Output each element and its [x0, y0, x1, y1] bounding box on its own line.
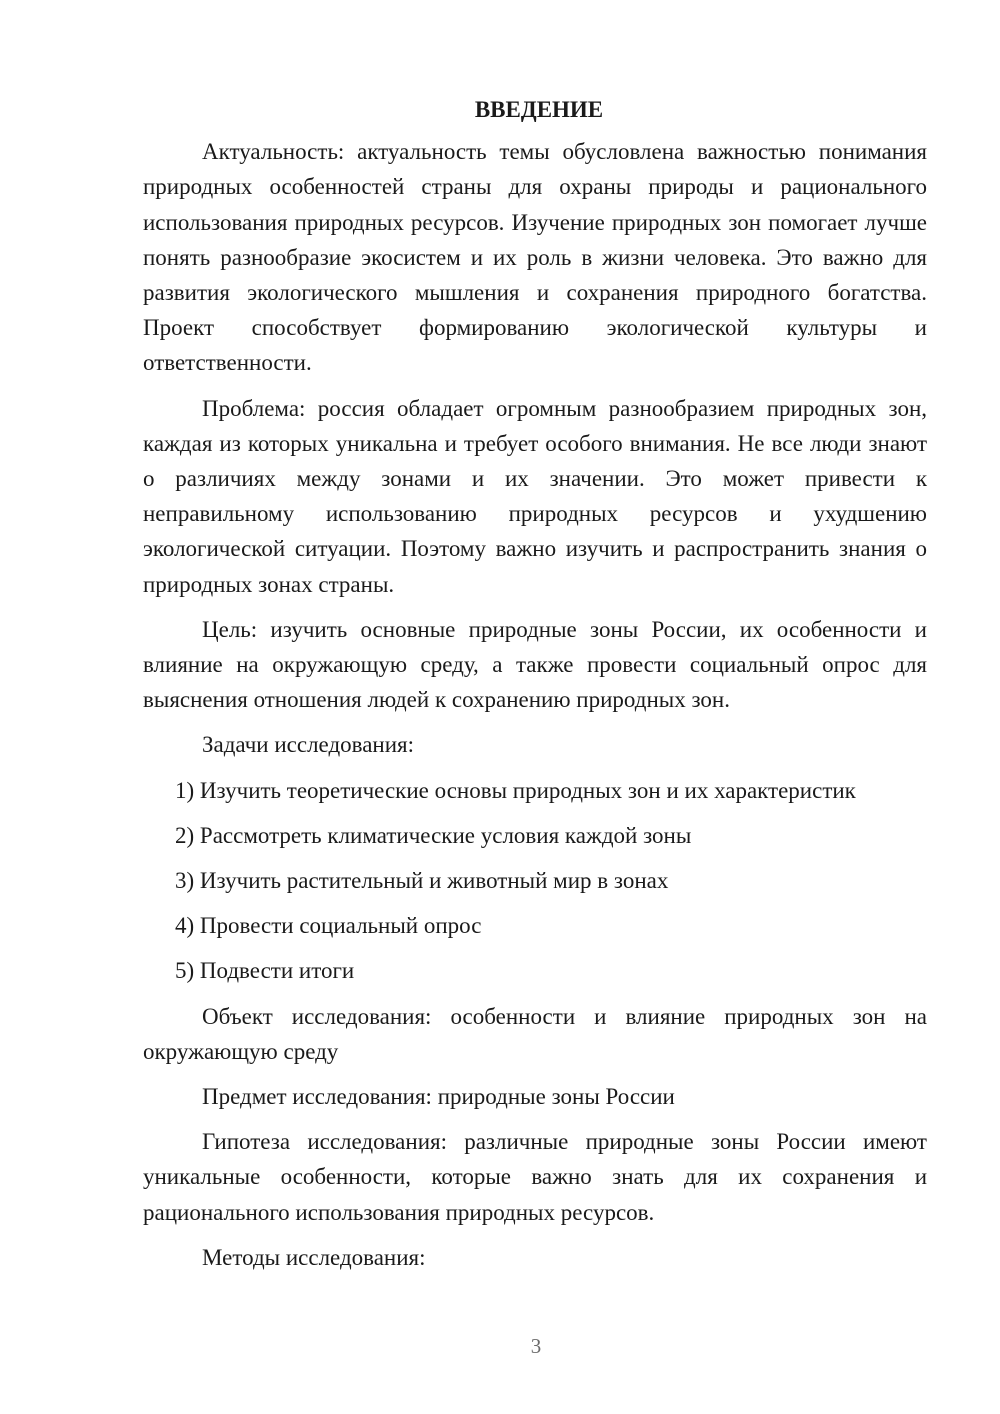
hypothesis-paragraph: Гипотеза исследования: различные природные зоны России имеют уникальные особенности, которые важно знать для их сохранения и рационального использования природных ресурсов.: [143, 1129, 927, 1225]
task-item-1: 1) Изучить теоретические основы природных зон и их характеристик: [175, 777, 856, 803]
section-heading-text: ВВЕДЕНИЕ: [474, 97, 604, 122]
goal-paragraph: Цель: изучить основные природные зоны России, их особенности и влияние на окружающую среду, а также провести социальный опрос для выяснения отношения людей к сохранению природных зон.: [143, 616, 927, 713]
object-paragraph: Объект исследования: особенности и влияние природных зон на окружающую среду: [143, 1003, 927, 1064]
tasks-title: Задачи исследования:: [202, 732, 415, 758]
task-item-2: 2) Рассмотреть климатические условия каждой зоны: [175, 822, 692, 848]
relevance-paragraph: Актуальность: актуальность темы обусловлена важностью понимания природных особенностей страны для охраны природы и рационального использования природных ресурсов. Изучение природных зон помогает лучше понять разнообразие экосистем и их роль в жизни человека. Это важно для развития экологического мышления и сохранения природного богатства. Проект способствует формированию экологической культуры и ответственности.: [143, 139, 927, 376]
task-item-5: 5) Подвести итоги: [175, 958, 355, 984]
page-number: [0, 1334, 1000, 1359]
section-heading: [143, 92, 927, 127]
task-item-3: 3) Изучить растительный и животный мир в зонах: [175, 868, 669, 894]
page-content: [143, 92, 927, 1285]
problem-paragraph: Проблема: россия обладает огромным разнообразием природных зон, каждая из которых уникальна и требует особого внимания. Не все люди знают о различиях между зонами и их значении. Это может привести к неправильному использованию природных ресурсов и ухудшению экологической ситуации. Поэтому важно изучить и распространить знания о природных зонах страны.: [143, 395, 927, 597]
page-number-text: 3: [530, 1334, 542, 1358]
subject-paragraph: Предмет исследования: природные зоны России: [202, 1084, 675, 1110]
methods-title: Методы исследования:: [202, 1244, 426, 1270]
task-item-4: 4) Провести социальный опрос: [175, 913, 482, 939]
